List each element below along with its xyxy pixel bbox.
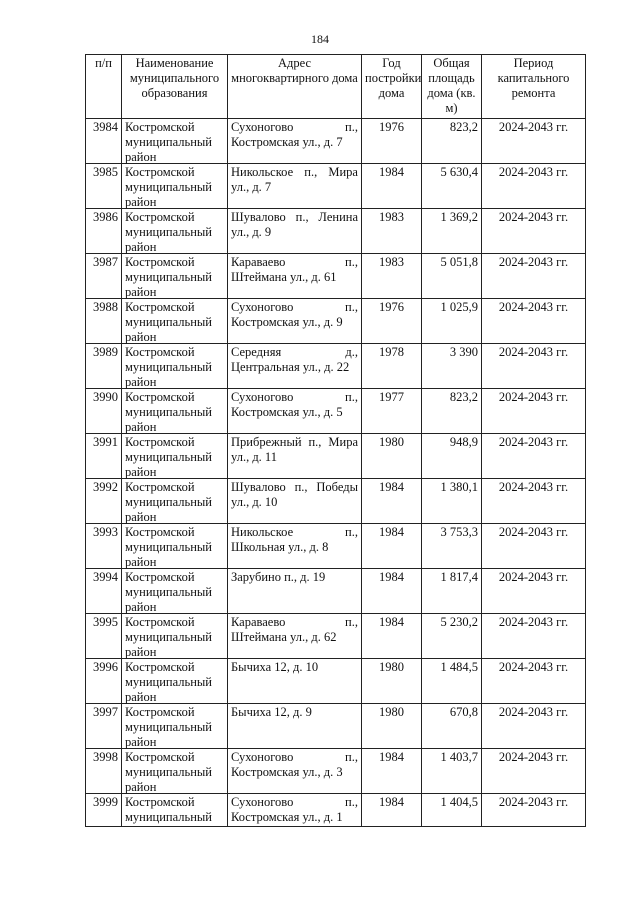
- address-cell-text: Прибрежный п., Мира ул., д. 11: [231, 435, 358, 464]
- address-cell: [228, 434, 362, 479]
- year-cell: 1984: [362, 164, 422, 209]
- municipality-cell: [122, 344, 228, 389]
- area-cell: 948,9: [422, 434, 482, 479]
- period-cell: 2024-2043 гг.: [482, 434, 586, 479]
- address-cell-text: Шувалово п., Победы ул., д. 10: [231, 480, 358, 509]
- row-number: 3997: [86, 704, 122, 749]
- municipality-cell-text: Костромской муниципальный район: [125, 300, 212, 344]
- period-cell: 2024-2043 гг.: [482, 164, 586, 209]
- table-row: [86, 524, 586, 569]
- address-cell-text: Середняя д., Центральная ул., д. 22: [231, 345, 358, 374]
- address-cell-text: Никольское п., Мира ул., д. 7: [231, 165, 358, 194]
- header-number: п/п: [86, 55, 122, 119]
- municipality-cell: [122, 659, 228, 704]
- municipality-cell-text: Костромской муниципальный район: [125, 615, 212, 659]
- row-number: 3995: [86, 614, 122, 659]
- area-cell: 1 025,9: [422, 299, 482, 344]
- municipality-cell-text: Костромской муниципальный район: [125, 255, 212, 299]
- municipality-cell-text: Костромской муниципальный район: [125, 525, 212, 569]
- period-cell: 2024-2043 гг.: [482, 704, 586, 749]
- municipality-cell-text: Костромской муниципальный район: [125, 165, 212, 209]
- period-cell: 2024-2043 гг.: [482, 389, 586, 434]
- table-row: [86, 209, 586, 254]
- year-cell: 1984: [362, 614, 422, 659]
- area-cell: 3 390: [422, 344, 482, 389]
- address-cell-text: Зарубино п., д. 19: [231, 570, 326, 584]
- year-cell: 1980: [362, 704, 422, 749]
- address-cell-text: Сухоногово п., Костромская ул., д. 3: [231, 750, 358, 779]
- area-cell: 5 230,2: [422, 614, 482, 659]
- table-row: [86, 704, 586, 749]
- header-period: Период капитального ремонта: [482, 55, 586, 119]
- row-number: 3992: [86, 479, 122, 524]
- header-year: Год постройки дома: [362, 55, 422, 119]
- municipality-cell: [122, 389, 228, 434]
- municipality-cell-text: Костромской муниципальный район: [125, 660, 212, 704]
- area-cell: 670,8: [422, 704, 482, 749]
- municipality-cell: [122, 254, 228, 299]
- address-cell: [228, 119, 362, 164]
- table-row: [86, 794, 586, 827]
- table-row: [86, 434, 586, 479]
- address-cell: [228, 164, 362, 209]
- period-cell: 2024-2043 гг.: [482, 569, 586, 614]
- year-cell: 1976: [362, 299, 422, 344]
- area-cell: 1 484,5: [422, 659, 482, 704]
- table-row: [86, 344, 586, 389]
- table-row: [86, 389, 586, 434]
- municipality-cell: [122, 569, 228, 614]
- municipality-cell: [122, 614, 228, 659]
- address-cell-text: Сухоногово п., Костромская ул., д. 7: [231, 120, 358, 149]
- municipality-cell: [122, 434, 228, 479]
- municipality-cell-text: Костромской муниципальный район: [125, 435, 212, 479]
- housing-register-table: [85, 54, 586, 827]
- address-cell-text: Караваево п., Штеймана ул., д. 61: [231, 255, 358, 284]
- table-row: [86, 614, 586, 659]
- table-row: [86, 659, 586, 704]
- row-number: 3996: [86, 659, 122, 704]
- address-cell-text: Караваево п., Штеймана ул., д. 62: [231, 615, 358, 644]
- row-number: 3993: [86, 524, 122, 569]
- area-cell: 5 630,4: [422, 164, 482, 209]
- year-cell: 1984: [362, 794, 422, 827]
- year-cell: 1980: [362, 434, 422, 479]
- address-cell: [228, 794, 362, 827]
- period-cell: 2024-2043 гг.: [482, 749, 586, 794]
- page-number: 184: [311, 32, 329, 46]
- address-cell: [228, 569, 362, 614]
- table-row: [86, 569, 586, 614]
- municipality-cell: [122, 119, 228, 164]
- header-municipality: Наименование муниципального образования: [122, 55, 228, 119]
- area-cell: 1 369,2: [422, 209, 482, 254]
- area-cell: 1 817,4: [422, 569, 482, 614]
- table-header-row: [86, 55, 586, 119]
- row-number: 3986: [86, 209, 122, 254]
- area-cell: 3 753,3: [422, 524, 482, 569]
- municipality-cell-text: Костромской муниципальный район: [125, 480, 212, 524]
- municipality-cell: [122, 794, 228, 827]
- address-cell: [228, 344, 362, 389]
- address-cell-text: Шувалово п., Ленина ул., д. 9: [231, 210, 358, 239]
- municipality-cell: [122, 479, 228, 524]
- address-cell: [228, 749, 362, 794]
- municipality-cell-text: Костромской муниципальный район: [125, 750, 212, 794]
- row-number: 3998: [86, 749, 122, 794]
- year-cell: 1983: [362, 209, 422, 254]
- address-cell-text: Сухоногово п., Костромская ул., д. 1: [231, 795, 358, 824]
- municipality-cell-text: Костромской муниципальный район: [125, 390, 212, 434]
- table-row: [86, 119, 586, 164]
- address-cell: [228, 614, 362, 659]
- row-number: 3987: [86, 254, 122, 299]
- year-cell: 1977: [362, 389, 422, 434]
- period-cell: 2024-2043 гг.: [482, 299, 586, 344]
- row-number: 3990: [86, 389, 122, 434]
- row-number: 3991: [86, 434, 122, 479]
- period-cell: 2024-2043 гг.: [482, 659, 586, 704]
- period-cell: 2024-2043 гг.: [482, 119, 586, 164]
- area-cell: 5 051,8: [422, 254, 482, 299]
- year-cell: 1983: [362, 254, 422, 299]
- address-cell: [228, 209, 362, 254]
- row-number: 3984: [86, 119, 122, 164]
- period-cell: 2024-2043 гг.: [482, 479, 586, 524]
- table-row: [86, 299, 586, 344]
- period-cell: 2024-2043 гг.: [482, 254, 586, 299]
- municipality-cell-text: Костромской муниципальный: [125, 795, 212, 824]
- address-cell: [228, 389, 362, 434]
- row-number: 3989: [86, 344, 122, 389]
- row-number: 3999: [86, 794, 122, 827]
- year-cell: 1980: [362, 659, 422, 704]
- year-cell: 1984: [362, 524, 422, 569]
- municipality-cell-text: Костромской муниципальный район: [125, 570, 212, 614]
- address-cell-text: Бычиха 12, д. 9: [231, 705, 312, 719]
- municipality-cell-text: Костромской муниципальный район: [125, 345, 212, 389]
- address-cell: [228, 659, 362, 704]
- address-cell: [228, 479, 362, 524]
- address-cell: [228, 704, 362, 749]
- address-cell-text: Сухоногово п., Костромская ул., д. 9: [231, 300, 358, 329]
- area-cell: 1 380,1: [422, 479, 482, 524]
- municipality-cell-text: Костромской муниципальный район: [125, 120, 212, 164]
- area-cell: 1 403,7: [422, 749, 482, 794]
- table-row: [86, 254, 586, 299]
- area-cell: 1 404,5: [422, 794, 482, 827]
- address-cell: [228, 524, 362, 569]
- header-area: Общая площадь дома (кв. м): [422, 55, 482, 119]
- row-number: 3988: [86, 299, 122, 344]
- year-cell: 1984: [362, 569, 422, 614]
- municipality-cell: [122, 209, 228, 254]
- year-cell: 1984: [362, 479, 422, 524]
- address-cell: [228, 299, 362, 344]
- municipality-cell: [122, 749, 228, 794]
- year-cell: 1978: [362, 344, 422, 389]
- year-cell: 1984: [362, 749, 422, 794]
- period-cell: 2024-2043 гг.: [482, 614, 586, 659]
- municipality-cell: [122, 524, 228, 569]
- address-cell-text: Сухоногово п., Костромская ул., д. 5: [231, 390, 358, 419]
- municipality-cell-text: Костромской муниципальный район: [125, 210, 212, 254]
- municipality-cell-text: Костромской муниципальный район: [125, 705, 212, 749]
- address-cell: [228, 254, 362, 299]
- header-address: Адрес многоквартирного дома: [228, 55, 362, 119]
- municipality-cell: [122, 164, 228, 209]
- address-cell-text: Никольское п., Школьная ул., д. 8: [231, 525, 358, 554]
- table-row: [86, 749, 586, 794]
- table-row: [86, 164, 586, 209]
- period-cell: 2024-2043 гг.: [482, 344, 586, 389]
- period-cell: 2024-2043 гг.: [482, 209, 586, 254]
- row-number: 3994: [86, 569, 122, 614]
- municipality-cell: [122, 704, 228, 749]
- municipality-cell: [122, 299, 228, 344]
- row-number: 3985: [86, 164, 122, 209]
- area-cell: 823,2: [422, 119, 482, 164]
- table-body: [86, 119, 586, 827]
- table-row: [86, 479, 586, 524]
- period-cell: 2024-2043 гг.: [482, 524, 586, 569]
- period-cell: 2024-2043 гг.: [482, 794, 586, 827]
- year-cell: 1976: [362, 119, 422, 164]
- address-cell-text: Бычиха 12, д. 10: [231, 660, 319, 674]
- area-cell: 823,2: [422, 389, 482, 434]
